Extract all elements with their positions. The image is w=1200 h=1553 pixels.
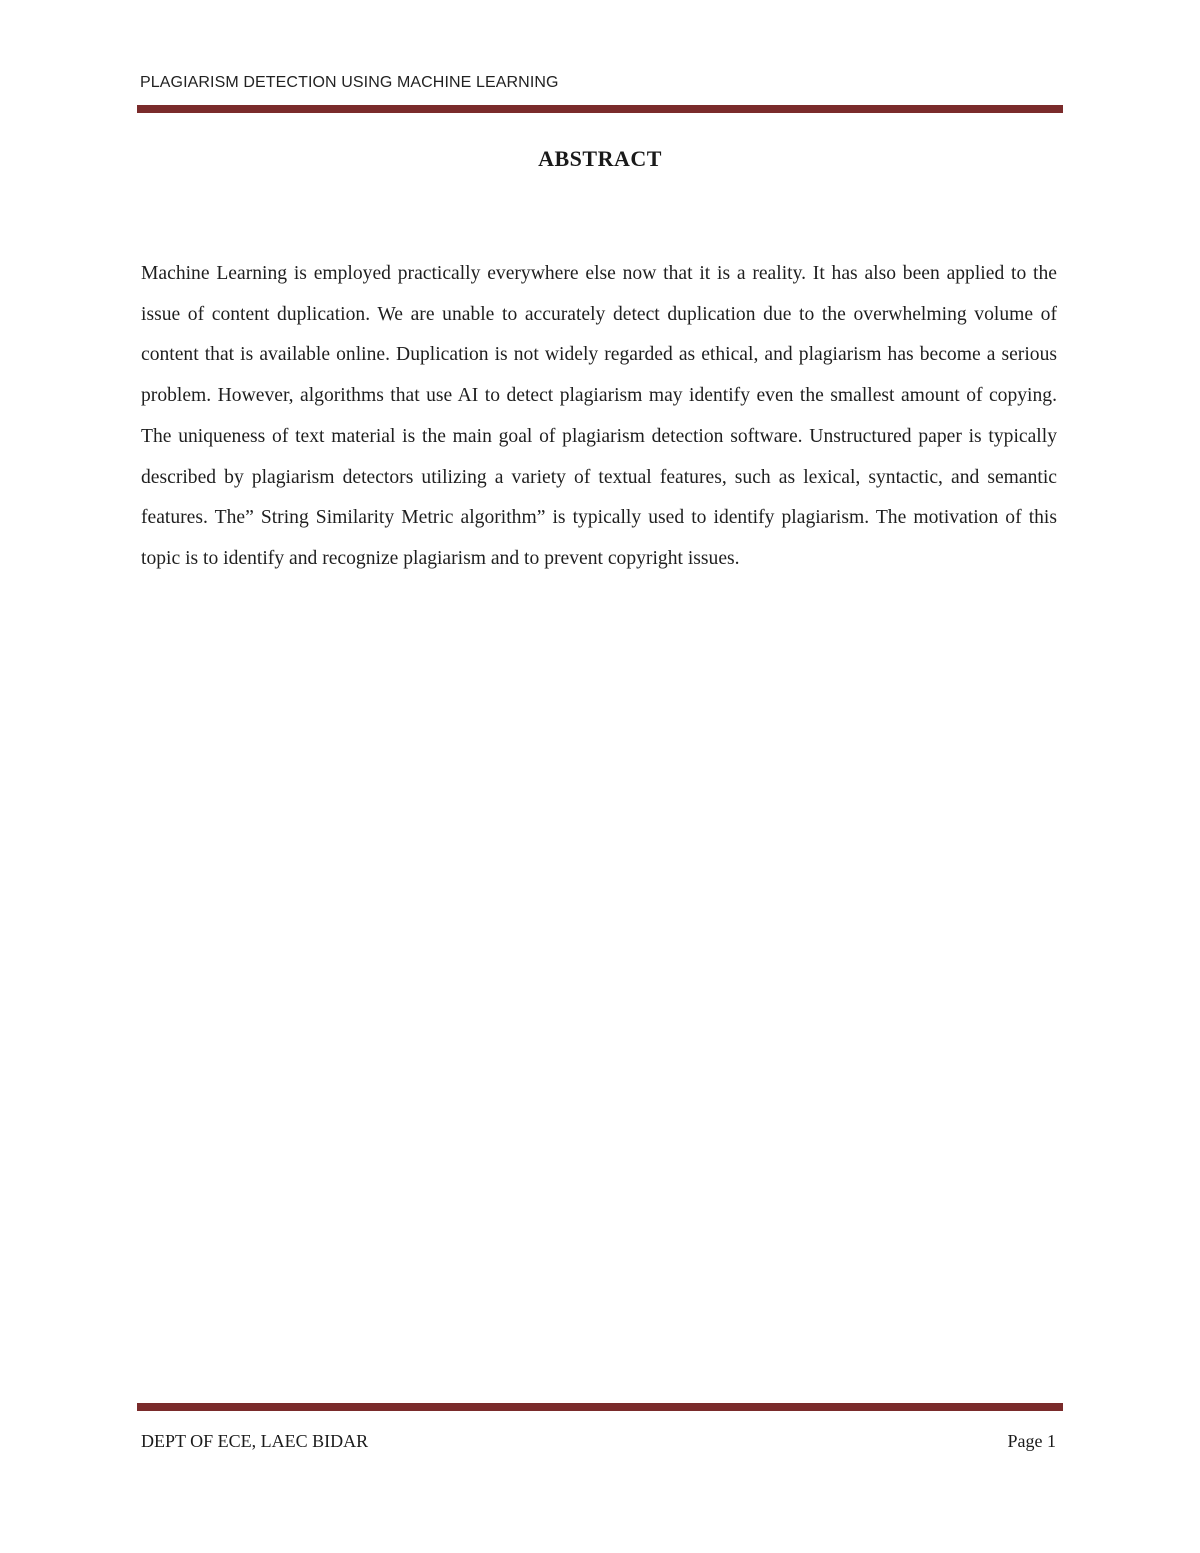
abstract-heading: ABSTRACT	[538, 146, 662, 171]
abstract-paragraph: Machine Learning is employed practically everywhere else now that it is a reality. It has also been applied to the issue of content duplication. We are unable to accurately detect duplication due to the overwhelming volume of content that is available online. Duplication is not widely regarded as ethical, and plagiarism has become a serious problem. However, algorithms that use AI to detect plagiarism may identify even the smallest amount of copying. The uniqueness of text material is the main goal of plagiarism detection software. Unstructured paper is typically described by plagiarism detectors utilizing a variety of textual features, such as lexical, syntactic, and semantic features. The” String Similarity Metric algorithm” is typically used to identify plagiarism. The motivation of this topic is to identify and recognize plagiarism and to prevent copyright issues.	[141, 263, 1057, 569]
footer-divider	[137, 1403, 1063, 1411]
header-divider	[137, 105, 1063, 113]
running-header-title: PLAGIARISM DETECTION USING MACHINE LEARNING	[140, 74, 559, 91]
footer-page-number: Page 1	[1007, 1431, 1056, 1451]
footer-department: DEPT OF ECE, LAEC BIDAR	[141, 1431, 369, 1451]
